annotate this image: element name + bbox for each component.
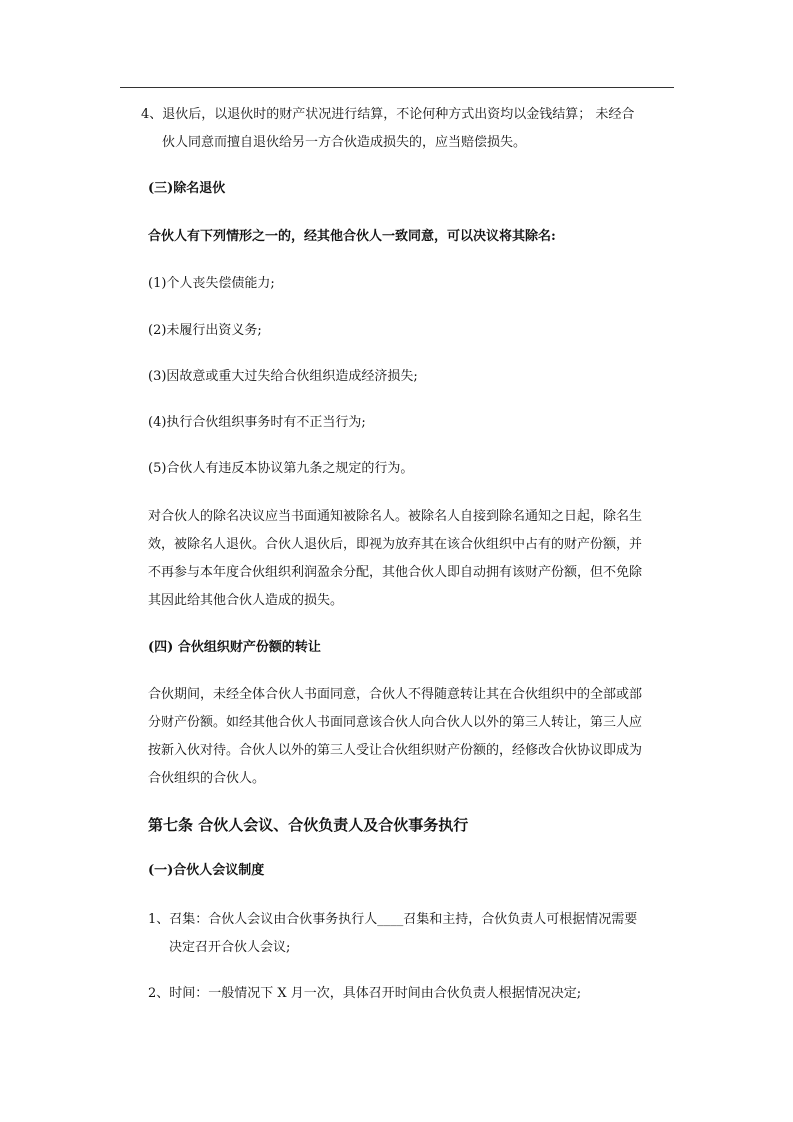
subsection-1-title: (一)合伙人会议制度: [148, 863, 265, 878]
list-item: (3)因故意或重大过失给合伙组织造成经济损失;: [148, 369, 418, 384]
section-4-title: (四) 合伙组织财产份额的转让: [148, 640, 321, 655]
section-3-intro: 合伙人有下列情形之一的，经其他合伙人一致同意，可以决议将其除名:: [148, 229, 556, 244]
item-4-line-2: 伙人同意而擅自退伙给另一方合伙造成损失的，应当赔偿损失。: [162, 135, 527, 150]
transfer-line-1: 合伙期间，未经全体合伙人书面同意，合伙人不得随意转让其在合伙组织中的全部或部: [148, 687, 643, 702]
list-item: (5)合伙人有违反本协议第九条之规定的行为。: [148, 461, 414, 476]
list-item: (4)执行合伙组织事务时有不正当行为;: [148, 415, 366, 430]
item-4: [141, 101, 634, 157]
list-item: (1)个人丧失偿债能力;: [148, 276, 275, 291]
meeting-1-line-2: 决定召开合伙人会议;: [169, 940, 291, 955]
transfer-line-2: 分财产份额。如经其他合伙人书面同意该合伙人向合伙人以外的第三人转让，第三人应: [148, 715, 643, 730]
expel-line-3: 不再参与本年度合伙组织利润盈余分配，其他合伙人即自动拥有该财产份额，但不免除: [148, 565, 643, 580]
expel-paragraph: [148, 503, 642, 615]
expel-line-1: 对合伙人的除名决议应当书面通知被除名人。被除名人自接到除名通知之日起，除名生: [148, 509, 643, 524]
transfer-line-3: 按新入伙对待。合伙人以外的第三人受让合伙组织财产份额的，经修改合伙协议即成为: [148, 743, 643, 758]
meeting-item-1: [148, 906, 637, 962]
transfer-line-4: 合伙组织的合伙人。: [148, 771, 266, 786]
expel-line-4: 其因此给其他合伙人造成的损失。: [148, 593, 344, 608]
transfer-paragraph: [148, 681, 642, 793]
list-item: (2)未履行出资义务;: [148, 323, 262, 338]
article-7-title: 第七条 合伙人会议、合伙负责人及合伙事务执行: [148, 816, 469, 834]
meeting-item-2: 2、时间：一般情况下 X 月一次，具体召开时间由合伙负责人根据情况决定;: [148, 986, 582, 1001]
header-rule: [120, 87, 674, 88]
item-4-line-1: 4、退伙后，以退伙时的财产状况进行结算，不论何种方式出资均以金钱结算； 未经合: [141, 107, 635, 122]
section-3-title: (三)除名退伙: [148, 181, 226, 196]
meeting-1-line-1: 1、召集：合伙人会议由合伙事务执行人____召集和主持，合伙负责人可根据情况需要: [148, 912, 638, 927]
expel-line-2: 效，被除名人退伙。合伙人退伙后，即视为放弃其在该合伙组织中占有的财产份额，并: [148, 537, 643, 552]
